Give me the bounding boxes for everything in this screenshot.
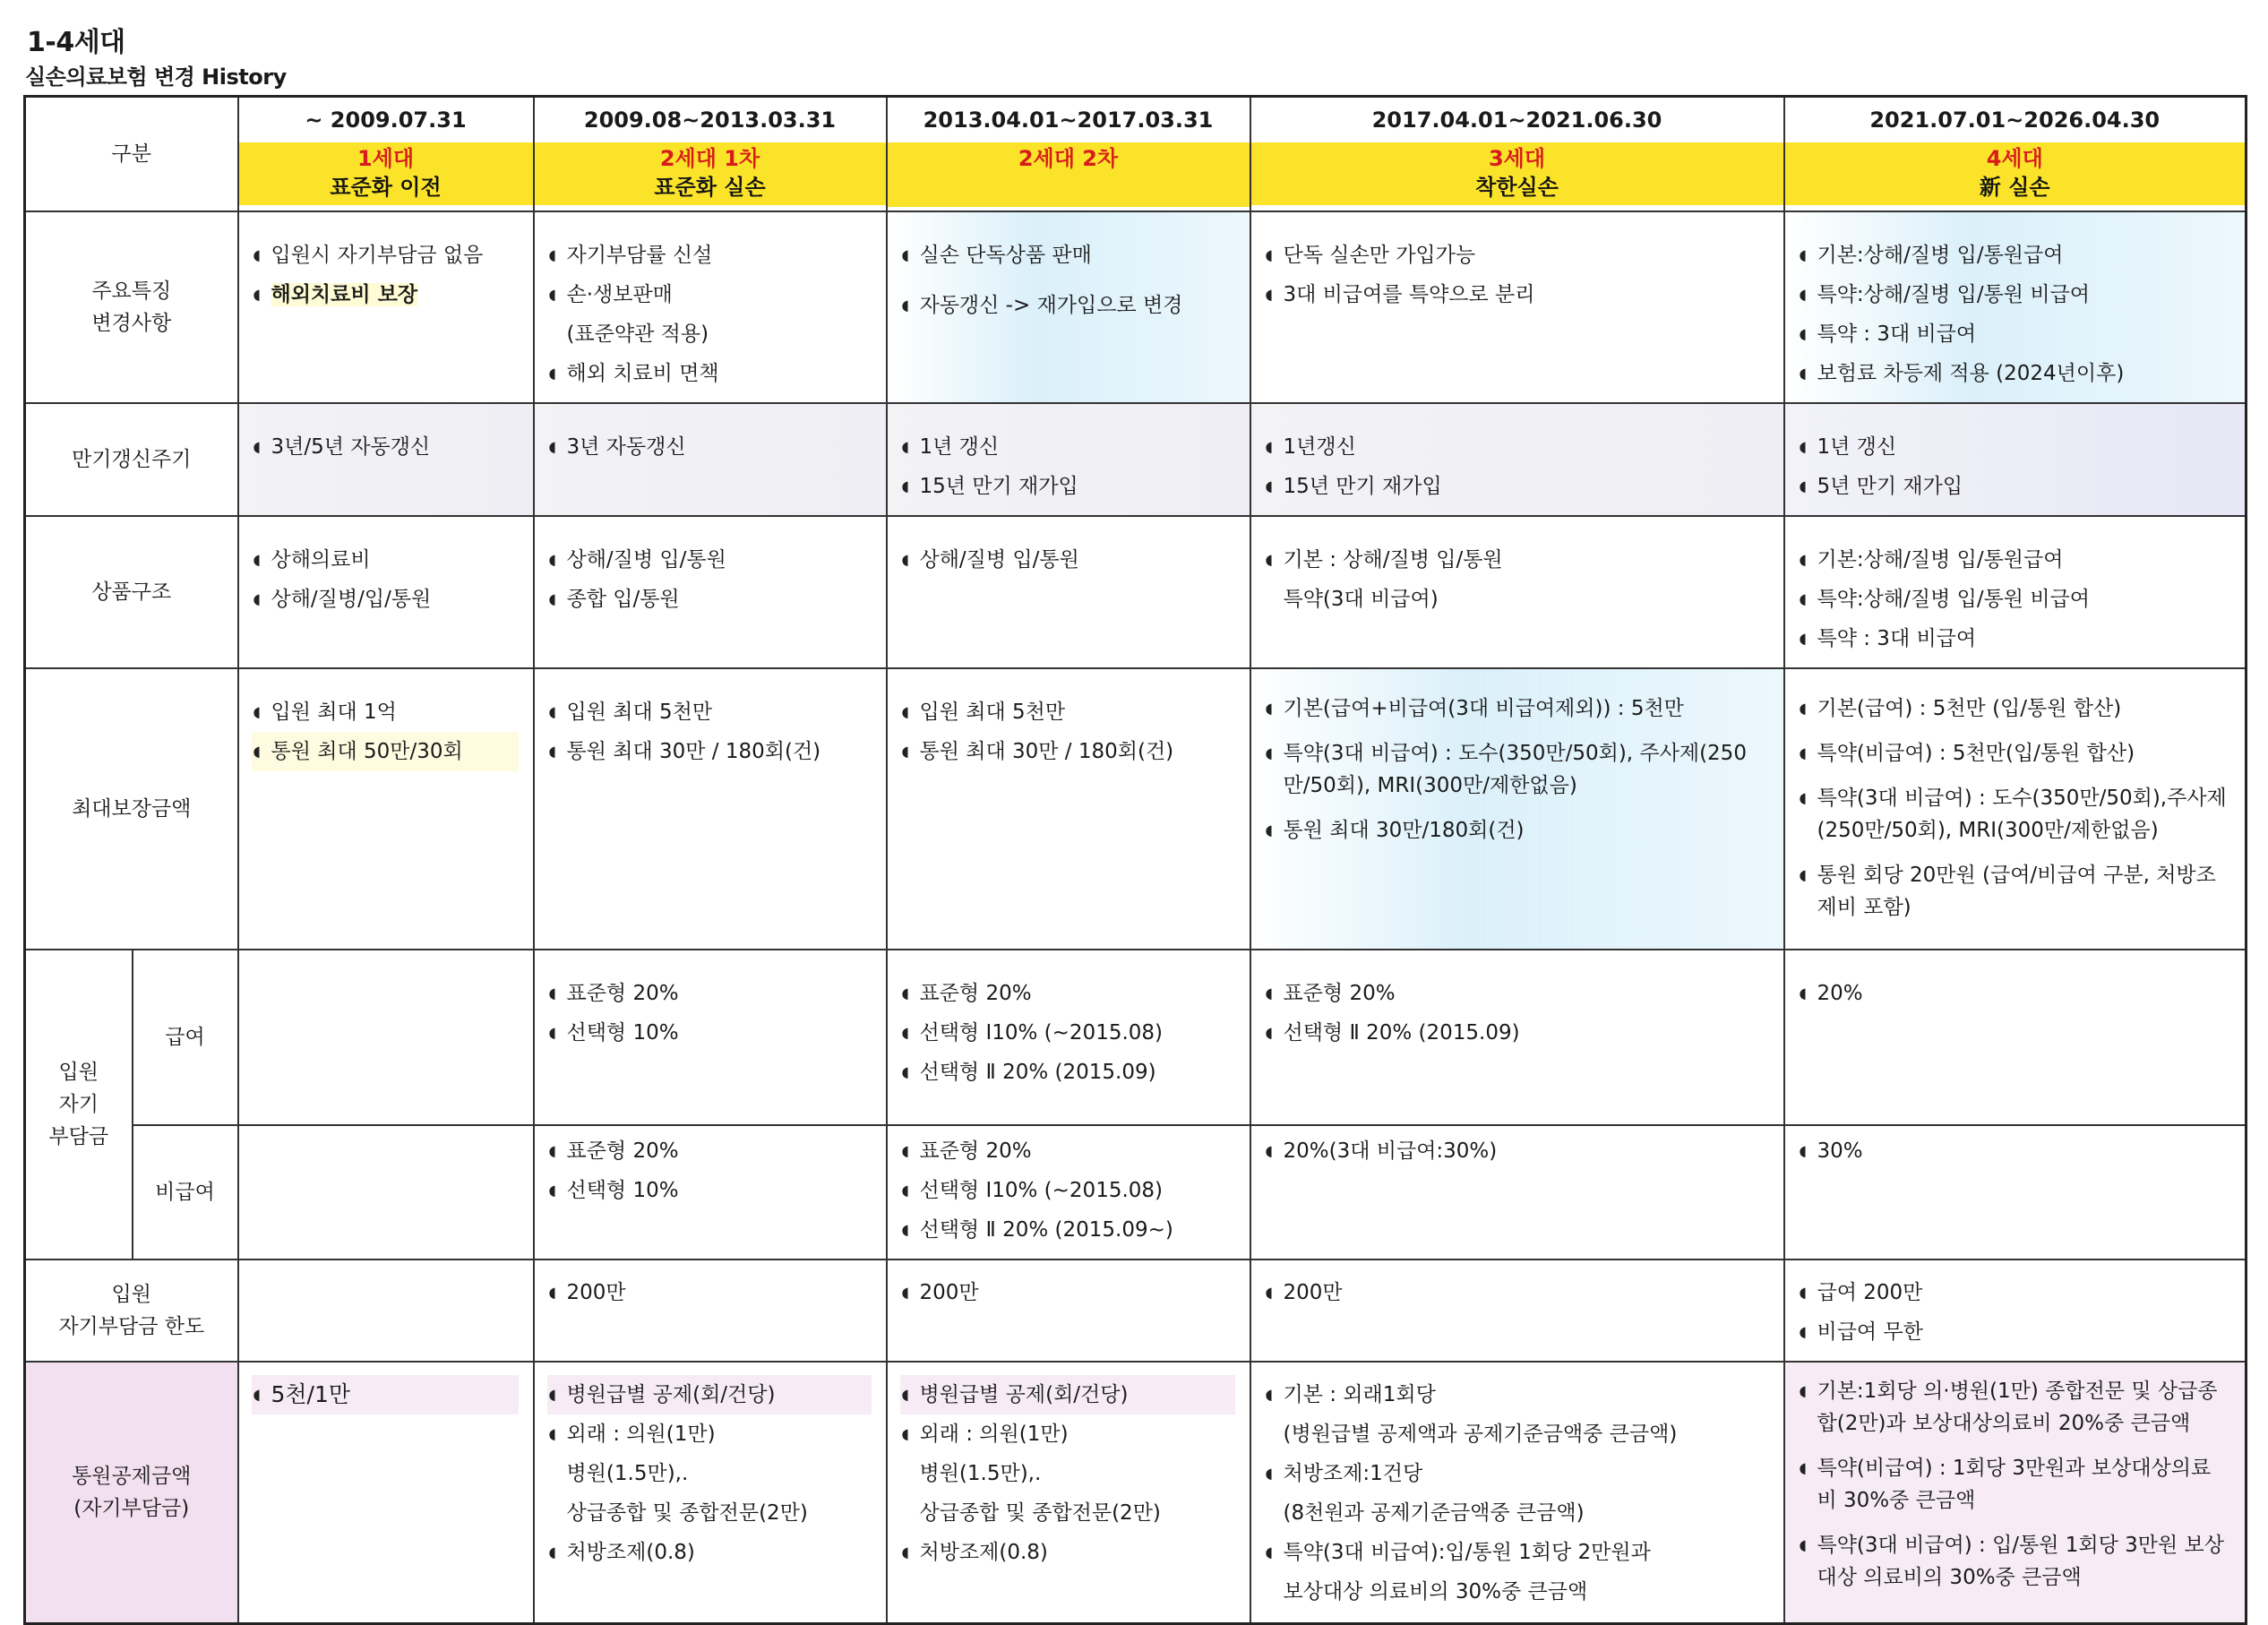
nonbenefit-gen5 <box>1784 1125 2247 1260</box>
list-item: ◖ 특약(비급여) : 5천만(입/통원 합산) <box>1799 742 2135 765</box>
list-item: ◖ 표준형 20% <box>1265 982 1396 1005</box>
features-gen4 <box>1250 211 1784 403</box>
benefit-gen2 <box>534 950 887 1125</box>
list-item: ◖ 표준형 20% <box>901 982 1032 1005</box>
list-item: ◖ 표준형 20% <box>548 982 679 1005</box>
list-item: ◖ 선택형 Ⅱ 20% (2015.09) <box>1265 1021 1520 1045</box>
nonbenefit-gen1 <box>238 1125 534 1260</box>
list-item: 병원(1.5만),. <box>566 1462 689 1485</box>
label-line: 부담금 <box>48 1125 109 1148</box>
list-item: ◖ 3년/5년 자동갱신 <box>253 435 431 459</box>
list-item: ◖ 특약(3대 비급여):입/통원 1회당 2만원과 <box>1265 1541 1651 1564</box>
list-item: ◖ 특약(3대 비급여) : 도수(350만/50회), 주사제(250만/50회), MRI(300만/제한없음) <box>1265 742 1747 797</box>
benefit-gen5 <box>1784 950 2247 1125</box>
list-item: (8천원과 공제기준금액중 큰금액) <box>1283 1501 1585 1525</box>
list-item: ◖ 15년 만기 재가입 <box>901 475 1078 498</box>
list-item: ◖ 비급여 무한 <box>1799 1320 1923 1344</box>
gen-band <box>535 142 886 205</box>
list-item: ◖ 기본(급여) : 5천만 (입/통원 합산) <box>1799 697 2122 720</box>
gen-period: 2009.08~2013.03.31 <box>535 98 886 142</box>
copay-limit-gen3 <box>887 1260 1250 1362</box>
copay-limit-label <box>25 1260 238 1362</box>
list-item: ◖ 선택형 Ⅱ 20% (2015.09) <box>901 1061 1156 1084</box>
gen-band <box>1785 142 2246 205</box>
list-item: ◖ 통원 회당 20만원 (급여/비급여 구분, 처방조제비 포함) <box>1799 864 2216 919</box>
list-item: ◖ 외래 : 의원(1만) <box>548 1423 716 1446</box>
structure-gen4 <box>1250 516 1784 668</box>
list-item: 보상대상 의료비의 30%중 큰금액 <box>1283 1580 1588 1604</box>
renewal-label: 만기갱신주기 <box>25 403 238 516</box>
list-item: ◖ 특약(3대 비급여) : 입/통원 1회당 3만원 보상대상 의료비의 30%중 큰금액 <box>1799 1534 2224 1589</box>
list-item: ◖ 200만 <box>1265 1281 1343 1304</box>
list-item: ◖ 선택형 10% <box>548 1021 679 1045</box>
list-item: ◖ 3년 자동갱신 <box>548 435 686 459</box>
list-item: ◖ 특약(비급여) : 1회당 3만원과 보상대상의료비 30%중 큰금액 <box>1799 1457 2212 1512</box>
list-item: ◖ 5년 만기 재가입 <box>1799 475 1963 498</box>
list-item: ◖ 특약(3대 비급여) : 도수(350만/50회),주사제 (250만/50회), MRI(300만/제한없음) <box>1799 787 2227 842</box>
renewal-gen3 <box>887 403 1250 516</box>
list-item: ◖ 기본:1회당 의·병원(1만) 종합전문 및 상급종합(2만)과 보상대상의료비 20%중 큰금액 <box>1799 1380 2218 1435</box>
gen-sub: 新 실손 <box>1979 175 2050 200</box>
features-gen3 <box>887 211 1250 403</box>
label-line: 입원 <box>58 1061 99 1084</box>
gen-header-4 <box>1250 97 1784 212</box>
page-title: 1-4세대 <box>27 27 125 58</box>
gen-sub: 착한실손 <box>1475 175 1559 200</box>
list-item: ◖ 5천/1만 <box>252 1375 519 1414</box>
list-item: ◖ 통원 최대 30만 / 180회(건) <box>901 740 1174 763</box>
outpatient-row <box>25 1362 2247 1623</box>
copay-limit-gen2 <box>534 1260 887 1362</box>
list-item: ◖ 선택형 Ⅰ10% (~2015.08) <box>901 1179 1164 1202</box>
list-item: ◖ 3대 비급여를 특약으로 분리 <box>1265 283 1535 306</box>
copay-limit-gen5 <box>1784 1260 2247 1362</box>
gen-period: ~ 2009.07.31 <box>239 98 533 142</box>
gen-band <box>888 142 1250 207</box>
label-line: 변경사항 <box>91 312 172 335</box>
gen-header-1 <box>238 97 534 212</box>
outpatient-gen5 <box>1784 1362 2247 1623</box>
renewal-row <box>25 403 2247 516</box>
corner-label: 구분 <box>25 97 238 212</box>
list-item: ◖ 해외 치료비 면책 <box>548 362 719 385</box>
outpatient-label <box>25 1362 238 1623</box>
structure-gen5 <box>1784 516 2247 668</box>
nonbenefit-gen2 <box>534 1125 887 1260</box>
list-item: ◖ 처방조제:1건당 <box>1265 1462 1423 1485</box>
list-item: ◖ 통원 최대 30만 / 180회(건) <box>548 740 821 763</box>
list-item: ◖ 1년갱신 <box>1265 435 1356 459</box>
list-item: ◖ 20%(3대 비급여:30%) <box>1265 1139 1498 1163</box>
list-item: ◖ 단독 실손만 가입가능 <box>1265 244 1476 267</box>
list-item: ◖ 200만 <box>901 1281 979 1304</box>
inpatient-copay-label <box>25 950 133 1260</box>
label-line: 자기 <box>58 1093 99 1116</box>
nonbenefit-gen4 <box>1250 1125 1784 1260</box>
gen-header-2 <box>534 97 887 212</box>
list-item: ◖ 해외치료비 보장 <box>253 283 418 306</box>
list-item: ◖ 병원급별 공제(회/건당) <box>547 1375 872 1414</box>
list-item: ◖ 손·생보판매 <box>548 283 673 306</box>
list-item: ◖ 종합 입/통원 <box>548 588 680 611</box>
list-item: ◖ 표준형 20% <box>901 1139 1032 1163</box>
list-item: ◖ 입원 최대 5천만 <box>901 701 1066 724</box>
gen-band <box>1251 142 1783 205</box>
label-line: 입원 <box>111 1283 151 1306</box>
gen-sub: 표준화 실손 <box>654 175 766 200</box>
list-item: ◖ 병원급별 공제(회/건당) <box>900 1375 1235 1414</box>
benefit-gen4 <box>1250 950 1784 1125</box>
gen-name: 2세대 2차 <box>1018 146 1119 171</box>
list-item: ◖ 상해/질병 입/통원 <box>901 548 1079 572</box>
history-table <box>23 95 2247 1625</box>
list-item: ◖ 보험료 차등제 적용 (2024년이후) <box>1799 362 2125 385</box>
features-gen2 <box>534 211 887 403</box>
gen-name: 3세대 <box>1488 146 1546 171</box>
label-line: (자기부담금) <box>73 1496 190 1520</box>
copay-limit-gen1 <box>238 1260 534 1362</box>
structure-gen1 <box>238 516 534 668</box>
nonbenefit-label: 비급여 <box>133 1125 238 1260</box>
list-item: 상급종합 및 종합전문(2만) <box>566 1501 808 1525</box>
list-item: 병원(1.5만),. <box>919 1462 1042 1485</box>
list-item: ◖ 상해/질병 입/통원 <box>548 548 726 572</box>
gen-sub: 표준화 이전 <box>330 175 442 200</box>
list-item: ◖ 자동갱신 -> 재가입으로 변경 <box>901 294 1183 317</box>
header-row <box>25 97 2247 212</box>
list-item: ◖ 표준형 20% <box>548 1139 679 1163</box>
list-item: ◖ 선택형 Ⅱ 20% (2015.09~) <box>901 1218 1173 1242</box>
list-item: ◖ 특약:상해/질병 입/통원 비급여 <box>1799 283 2090 306</box>
list-item: ◖ 처방조제(0.8) <box>548 1541 695 1564</box>
list-item: ◖ 1년 갱신 <box>901 435 1000 459</box>
features-gen1 <box>238 211 534 403</box>
list-item: ◖ 통원 최대 30만/180회(건) <box>1265 819 1525 842</box>
gen-period: 2013.04.01~2017.03.31 <box>888 98 1250 142</box>
list-item: ◖ 입원 최대 1억 <box>253 701 397 724</box>
list-item: ◖ 선택형 10% <box>548 1179 679 1202</box>
max-coverage-row <box>25 668 2247 950</box>
list-item: ◖ 통원 최대 50만/30회 <box>252 732 519 771</box>
gen-header-3 <box>887 97 1250 212</box>
list-item: ◖ 상해/질병/입/통원 <box>253 588 432 611</box>
list-item: ◖ 기본:상해/질병 입/통원급여 <box>1799 244 2064 267</box>
inpatient-copay-nonbenefit-row <box>25 1125 2247 1260</box>
page-subtitle: 실손의료보험 변경 History <box>25 64 287 90</box>
list-item: ◖ 상해의료비 <box>253 548 371 572</box>
outpatient-gen1 <box>238 1362 534 1623</box>
list-item: ◖ 1년 갱신 <box>1799 435 1897 459</box>
list-item: ◖ 15년 만기 재가입 <box>1265 475 1442 498</box>
list-item: ◖ 특약 : 3대 비급여 <box>1799 322 1977 346</box>
list-item: ◖ 기본 : 외래1회당 <box>1265 1383 1436 1406</box>
list-item: ◖ 외래 : 의원(1만) <box>901 1423 1069 1446</box>
outpatient-gen3 <box>887 1362 1250 1623</box>
list-item: ◖ 20% <box>1799 982 1863 1005</box>
renewal-gen2 <box>534 403 887 516</box>
structure-row <box>25 516 2247 668</box>
max-coverage-gen4 <box>1250 668 1784 950</box>
list-item: ◖ 기본:상해/질병 입/통원급여 <box>1799 548 2064 572</box>
list-item: ◖ 선택형 Ⅰ10% (~2015.08) <box>901 1021 1164 1045</box>
gen-name: 4세대 <box>1986 146 2043 171</box>
benefit-label: 급여 <box>133 950 238 1125</box>
list-item: ◖ 특약 : 3대 비급여 <box>1799 627 1977 650</box>
label-line: 주요특징 <box>91 279 172 303</box>
list-item: (병원급별 공제액과 공제기준금액중 큰금액) <box>1283 1423 1678 1446</box>
renewal-gen1 <box>238 403 534 516</box>
structure-gen2 <box>534 516 887 668</box>
max-coverage-gen3 <box>887 668 1250 950</box>
benefit-gen1 <box>238 950 534 1125</box>
gen-name: 1세대 <box>357 146 415 171</box>
list-item: (표준약관 적용) <box>566 322 709 346</box>
structure-label: 상품구조 <box>25 516 238 668</box>
label-line: 자기부담금 한도 <box>58 1315 205 1338</box>
list-item: ◖ 기본 : 상해/질병 입/통원 <box>1265 548 1503 572</box>
label-line: 통원공제금액 <box>72 1464 192 1488</box>
features-gen5 <box>1784 211 2247 403</box>
list-item: ◖ 30% <box>1799 1139 1863 1163</box>
list-item: ◖ 200만 <box>548 1281 626 1304</box>
gen-period: 2021.07.01~2026.04.30 <box>1785 98 2246 142</box>
max-coverage-gen5 <box>1784 668 2247 950</box>
renewal-gen4 <box>1250 403 1784 516</box>
gen-name: 2세대 1차 <box>659 146 760 171</box>
benefit-gen3 <box>887 950 1250 1125</box>
copay-limit-row <box>25 1260 2247 1362</box>
list-item: ◖ 입원 최대 5천만 <box>548 701 713 724</box>
list-item: ◖ 실손 단독상품 판매 <box>901 244 1092 267</box>
list-item: ◖ 특약:상해/질병 입/통원 비급여 <box>1799 588 2090 611</box>
gen-period: 2017.04.01~2021.06.30 <box>1251 98 1783 142</box>
renewal-gen5 <box>1784 403 2247 516</box>
max-coverage-gen2 <box>534 668 887 950</box>
list-item: ◖ 기본(급여+비급여(3대 비급여제외)) : 5천만 <box>1265 697 1684 720</box>
nonbenefit-gen3 <box>887 1125 1250 1260</box>
max-coverage-label: 최대보장금액 <box>25 668 238 950</box>
gen-header-5 <box>1784 97 2247 212</box>
list-item: 상급종합 및 종합전문(2만) <box>919 1501 1161 1525</box>
outpatient-gen2 <box>534 1362 887 1623</box>
max-coverage-gen1 <box>238 668 534 950</box>
copay-limit-gen4 <box>1250 1260 1784 1362</box>
inpatient-copay-benefit-row <box>25 950 2247 1125</box>
list-item: ◖ 입원시 자기부담금 없음 <box>253 244 484 267</box>
structure-gen3 <box>887 516 1250 668</box>
list-item: 특약(3대 비급여) <box>1283 588 1439 611</box>
outpatient-gen4 <box>1250 1362 1784 1623</box>
features-row <box>25 211 2247 403</box>
list-item: ◖ 급여 200만 <box>1799 1281 1923 1304</box>
features-label <box>25 211 238 403</box>
list-item: ◖ 자기부담률 신설 <box>548 244 713 267</box>
gen-band <box>239 142 533 205</box>
list-item: ◖ 처방조제(0.8) <box>901 1541 1048 1564</box>
